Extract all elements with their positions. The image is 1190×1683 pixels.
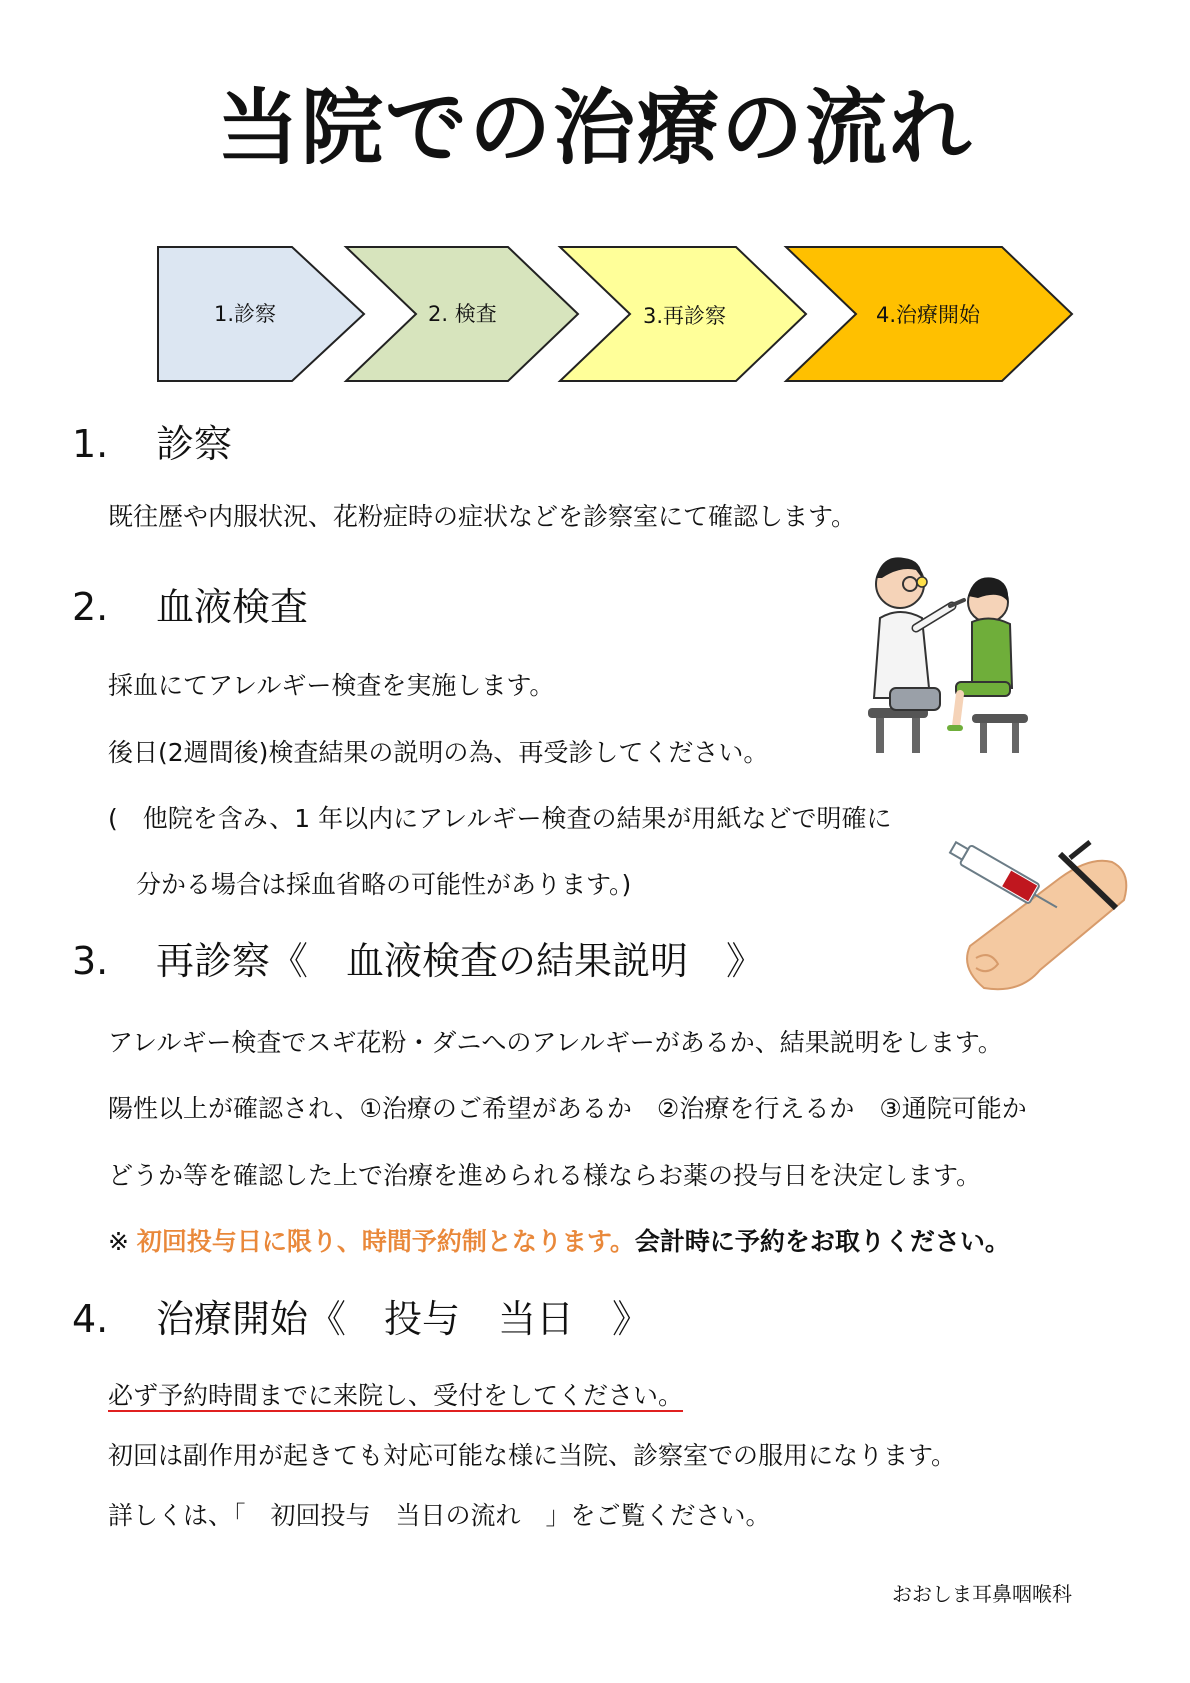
section-2-number: 2. xyxy=(72,585,109,629)
section-3-title: 再診察《 血液検査の結果説明 》 xyxy=(156,939,765,983)
section-2-line-4: 分かる場合は採血省略の可能性があります。) xyxy=(136,870,632,899)
flow-chevrons xyxy=(0,0,1190,400)
section-3-line-1: アレルギー検査でスギ花粉・ダニへのアレルギーがあるか、結果説明をします。 xyxy=(108,1028,1003,1057)
section-2-line-3: ( 他院を含み、1 年以内にアレルギー検査の結果が用紙などで明確に xyxy=(108,804,892,833)
section-1-line-1: 既往歴や内服状況、花粉症時の症状などを診察室にて確認します。 xyxy=(108,502,857,531)
section-2-title: 血液検査 xyxy=(156,585,309,629)
treatment-flow xyxy=(0,0,1190,400)
flow-step-2-label: 2. 検査 xyxy=(428,302,497,326)
section-3-number: 3. xyxy=(72,939,109,983)
flow-step-4-label: 4.治療開始 xyxy=(876,303,981,327)
page-title: 当院での治療の流れ xyxy=(216,81,973,176)
section-2-line-1: 採血にてアレルギー検査を実施します。 xyxy=(108,671,555,700)
section-1-heading xyxy=(72,422,233,466)
section-4-line-2: 初回は副作用が起きても対応可能な様に当院、診察室での服用になります。 xyxy=(108,1441,957,1470)
section-2-line-2: 後日(2週間後)検査結果の説明の為、再受診してください。 xyxy=(108,738,769,767)
blood-test-illustration xyxy=(940,838,1140,998)
note-mark: ※ xyxy=(108,1227,129,1256)
note-reservation-warning: 初回投与日に限り、時間予約制となります。 xyxy=(136,1227,635,1256)
section-3-line-2: 陽性以上が確認され、①治療のご希望があるか ②治療を行えるか ③通院可能か xyxy=(108,1094,1027,1123)
doctor-exam-illustration xyxy=(860,548,1040,758)
section-2-heading xyxy=(72,585,309,629)
flow-step-1-label: 1.診察 xyxy=(214,302,277,326)
section-4-title: 治療開始《 投与 当日 》 xyxy=(156,1297,651,1341)
section-4-line-3: 詳しくは、「 初回投与 当日の流れ 」をご覧ください。 xyxy=(108,1501,771,1530)
section-3-heading xyxy=(72,939,765,983)
section-3-line-3: どうか等を確認した上で治療を進められる様ならお薬の投与日を決定します。 xyxy=(108,1161,982,1190)
section-4-line-1: 必ず予約時間までに来院し、受付をしてください。 xyxy=(108,1381,684,1410)
note-reservation-instruction: 会計時に予約をお取りください。 xyxy=(634,1227,1010,1256)
section-4-heading xyxy=(72,1297,651,1341)
section-3-note xyxy=(108,1229,1010,1254)
section-1-number: 1. xyxy=(72,422,109,466)
section-1-title: 診察 xyxy=(156,422,233,466)
section-4-number: 4. xyxy=(72,1297,109,1341)
clinic-name: おおしま耳鼻咽喉科 xyxy=(892,1582,1072,1606)
flow-step-3-label: 3.再診察 xyxy=(643,304,727,328)
